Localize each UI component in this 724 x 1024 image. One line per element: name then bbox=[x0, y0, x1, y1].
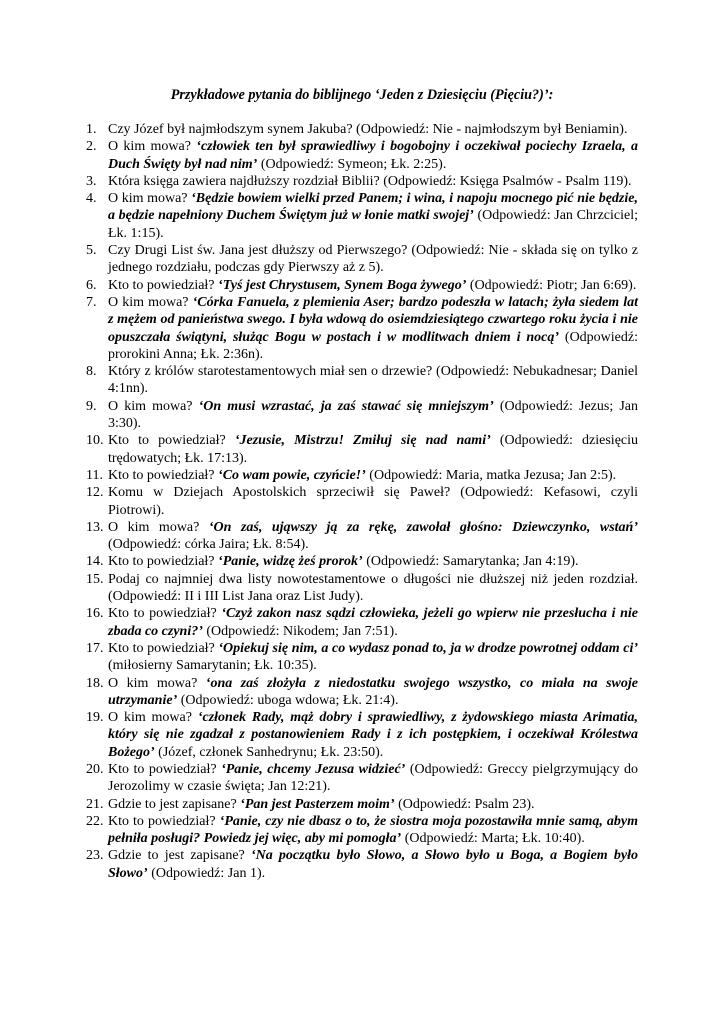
question-number: 19. bbox=[86, 710, 104, 726]
question-text: Kto to powiedział? bbox=[108, 813, 220, 829]
question-answer: (Odpowiedź: Jezus; Jan 3:30). bbox=[108, 398, 638, 432]
question-answer: (Odpowiedź: uboga wdowa; Łk. 21:4). bbox=[177, 692, 399, 708]
question-number: 10. bbox=[86, 433, 104, 449]
question-item bbox=[86, 813, 638, 848]
question-quote: ‘Panie, czy nie dbasz o to, że siostra moja pozostawiła mnie samą, abym pełniła posługi? Powiedz jej więc, aby mi pomogła’ bbox=[108, 813, 638, 847]
question-text: Kto to powiedział? bbox=[108, 606, 222, 622]
question-text: Gdzie to jest zapisane? bbox=[108, 796, 241, 812]
question-text: Który z królów starotestamentowych miał sen o drzewie? (Odpowiedź: Nebukadnesar; Daniel 4:1nn). bbox=[108, 364, 638, 397]
question-item bbox=[86, 294, 638, 363]
question-quote: ‘Jezusie, Mistrzu! Zmiłuj się nad nami’ bbox=[234, 433, 491, 449]
question-text: Komu w Dziejach Apostolskich sprzeciwił się Paweł? (Odpowiedź: Kefasowi, czyli Piotrowi). bbox=[108, 485, 638, 518]
question-number: 14. bbox=[86, 554, 104, 570]
question-text: Kto to powiedział? bbox=[108, 761, 222, 777]
question-answer: (Odpowiedź: Symeon; Łk. 2:25). bbox=[257, 156, 447, 172]
question-item bbox=[86, 761, 638, 796]
page-title: Przykładowe pytania do biblijnego ‘Jeden z Dziesięciu (Pięciu?)’: bbox=[170, 87, 554, 103]
question-number: 6. bbox=[86, 277, 97, 293]
question-item bbox=[86, 553, 638, 570]
question-answer: (Odpowiedź: Maria, matka Jezusa; Jan 2:5). bbox=[365, 467, 617, 483]
question-number: 13. bbox=[86, 519, 104, 535]
question-text: Kto to powiedział? bbox=[108, 277, 219, 293]
question-answer: (Józef, członek Sanhedrynu; Łk. 23:50). bbox=[154, 744, 384, 760]
question-quote: ‘Panie, widzę żeś prorok’ bbox=[218, 554, 363, 570]
question-text: Która księga zawiera najdłuższy rozdział Biblii? (Odpowiedź: Księga Psalmów - Psalm 119). bbox=[108, 173, 632, 189]
question-text: Gdzie to jest zapisane? bbox=[108, 848, 251, 864]
question-item bbox=[86, 640, 638, 675]
question-answer: (Odpowiedź: Psalm 23). bbox=[394, 796, 535, 812]
question-quote: ‘Co wam powie, czyńcie!’ bbox=[218, 467, 366, 483]
question-item bbox=[86, 519, 638, 554]
question-number: 15. bbox=[86, 571, 104, 587]
question-number: 5. bbox=[86, 243, 97, 259]
question-quote: ‘Będzie bowiem wielki przed Panem; i wina, i napoju mocnego pić nie będzie, a będzie napełniony Duchem Świętym już w łonie matki swojej’ bbox=[108, 191, 638, 224]
question-number: 11. bbox=[86, 467, 103, 483]
question-answer: (Odpowiedź: Samarytanka; Jan 4:19). bbox=[362, 554, 579, 570]
question-text: O kim mowa? bbox=[108, 710, 198, 726]
question-number: 12. bbox=[86, 485, 104, 501]
question-answer: (Odpowiedź: Jan Chrzciciel; Łk. 1:15). bbox=[108, 208, 639, 241]
question-quote: ‘ona zaś złożyła z niedostatku swojego wszystko, co miała na swoje utrzymanie’ bbox=[108, 675, 638, 708]
question-item bbox=[86, 121, 638, 138]
question-answer: (Odpowiedź: Piotr; Jan 6:69). bbox=[466, 277, 637, 293]
question-text: Podaj co najmniej dwa listy nowotestamentowe o długości nie dłuższej niż jeden rozdział. (Odpowiedź: II i III List Jana oraz List Judy). bbox=[108, 571, 638, 605]
question-quote: ‘Na początku było Słowo, a Słowo było u Boga, a Bogiem było Słowo’ bbox=[108, 848, 638, 881]
question-number: 20. bbox=[86, 761, 104, 777]
question-number: 16. bbox=[86, 606, 104, 622]
question-item bbox=[86, 138, 638, 173]
question-quote: ‘Córka Fanuela, z plemienia Aser; bardzo podeszła w latach; żyła siedem lat z mężem od panieństwa swego. I była wdową do osiemdziesiątego czwartego roku życia i nie opuszczała świątyni, służąc Bogu w postach i w modlitwach dniem i nocą’ bbox=[108, 294, 638, 345]
question-number: 23. bbox=[86, 848, 104, 864]
question-number: 9. bbox=[86, 398, 97, 414]
question-text: Kto to powiedział? bbox=[108, 640, 219, 656]
question-number: 7. bbox=[86, 294, 97, 310]
question-answer: (Odpowiedź: Greccy pielgrzymujący do Jerozolimy w czasie święta; Jan 12:21). bbox=[108, 761, 638, 795]
question-item bbox=[86, 432, 638, 467]
question-text: O kim mowa? bbox=[108, 398, 199, 414]
question-quote: ‘członek Rady, mąż dobry i sprawiedliwy, z żydowskiego miasta Arimatia, który się nie zgadzał z postanowieniem Rady i z ich postępkiem, i oczekiwał Królestwa Bożego’ bbox=[108, 710, 638, 760]
question-quote: ‘Opiekuj się nim, a co wydasz ponad to, ja w drodze powrotnej oddam ci’ bbox=[218, 640, 638, 656]
question-text: O kim mowa? bbox=[108, 191, 192, 207]
question-answer: (Odpowiedź: Nikodem; Jan 7:51). bbox=[202, 623, 398, 639]
question-text: O kim mowa? bbox=[108, 675, 206, 691]
question-number: 2. bbox=[86, 139, 97, 155]
question-item bbox=[86, 675, 638, 710]
question-number: 17. bbox=[86, 640, 104, 656]
question-item bbox=[86, 190, 638, 242]
question-quote: ‘Pan jest Pasterzem moim’ bbox=[240, 796, 395, 812]
question-answer: (Odpowiedź: córka Jaira; Łk. 8:54). bbox=[108, 537, 309, 553]
question-answer: (Odpowiedź: dziesięciu trędowatych; Łk. 17:13). bbox=[108, 433, 639, 466]
question-list bbox=[86, 121, 638, 882]
question-quote: ‘Panie, chcemy Jezusa widzieć’ bbox=[221, 761, 406, 777]
question-quote: ‘On zaś, ująwszy ją za rękę, zawołał głośno: Dziewczynko, wstań’ bbox=[208, 519, 638, 535]
question-item bbox=[86, 484, 638, 519]
question-item bbox=[86, 796, 638, 813]
question-number: 8. bbox=[86, 364, 97, 380]
question-number: 4. bbox=[86, 191, 97, 207]
question-item bbox=[86, 709, 638, 761]
question-item bbox=[86, 363, 638, 398]
question-number: 21. bbox=[86, 796, 104, 812]
question-answer: (miłosierny Samarytanin; Łk. 10:35). bbox=[108, 658, 317, 674]
question-text: O kim mowa? bbox=[108, 519, 209, 535]
question-item bbox=[86, 398, 638, 433]
question-number: 3. bbox=[86, 173, 97, 189]
question-number: 18. bbox=[86, 675, 104, 691]
question-item bbox=[86, 571, 638, 606]
question-answer: (Odpowiedź: Jan 1). bbox=[147, 865, 266, 881]
question-quote: ‘Tyś jest Chrystusem, Synem Boga żywego’ bbox=[218, 277, 467, 293]
question-item bbox=[86, 173, 638, 190]
question-item bbox=[86, 605, 638, 640]
question-item bbox=[86, 467, 638, 484]
question-item bbox=[86, 277, 638, 294]
question-quote: ‘człowiek ten był sprawiedliwy i bogobojny i oczekiwał pociechy Izraela, a Duch Święty był nad nim’ bbox=[108, 139, 638, 172]
question-quote: ‘Czyż zakon nasz sądzi człowieka, jeżeli go wpierw nie przesłucha i nie zbada co czyni?’ bbox=[108, 606, 638, 639]
question-text: Kto to powiedział? bbox=[108, 467, 219, 483]
question-item bbox=[86, 242, 638, 277]
question-number: 22. bbox=[86, 813, 104, 829]
question-item bbox=[86, 847, 638, 882]
question-text: Kto to powiedział? bbox=[108, 554, 219, 570]
question-text: O kim mowa? bbox=[108, 294, 193, 310]
question-answer: (Odpowiedź: Marta; Łk. 10:40). bbox=[401, 831, 585, 847]
question-text: Czy Drugi List św. Jana jest dłuższy od Pierwszego? (Odpowiedź: Nie - składa się on tylko z jednego rozdziału, podczas gdy Pierwszy aż z 5). bbox=[108, 243, 638, 276]
question-text: Kto to powiedział? bbox=[108, 433, 235, 449]
question-text: O kim mowa? bbox=[108, 139, 197, 155]
question-answer: (Odpowiedź: prorokini Anna; Łk. 2:36n). bbox=[108, 329, 638, 362]
question-text: Czy Józef był najmłodszym synem Jakuba? (Odpowiedź: Nie - najmłodszym był Beniamin). bbox=[108, 122, 628, 137]
question-number: 1. bbox=[86, 122, 97, 137]
question-quote: ‘On musi wzrastać, ja zaś stawać się mniejszym’ bbox=[198, 398, 494, 414]
